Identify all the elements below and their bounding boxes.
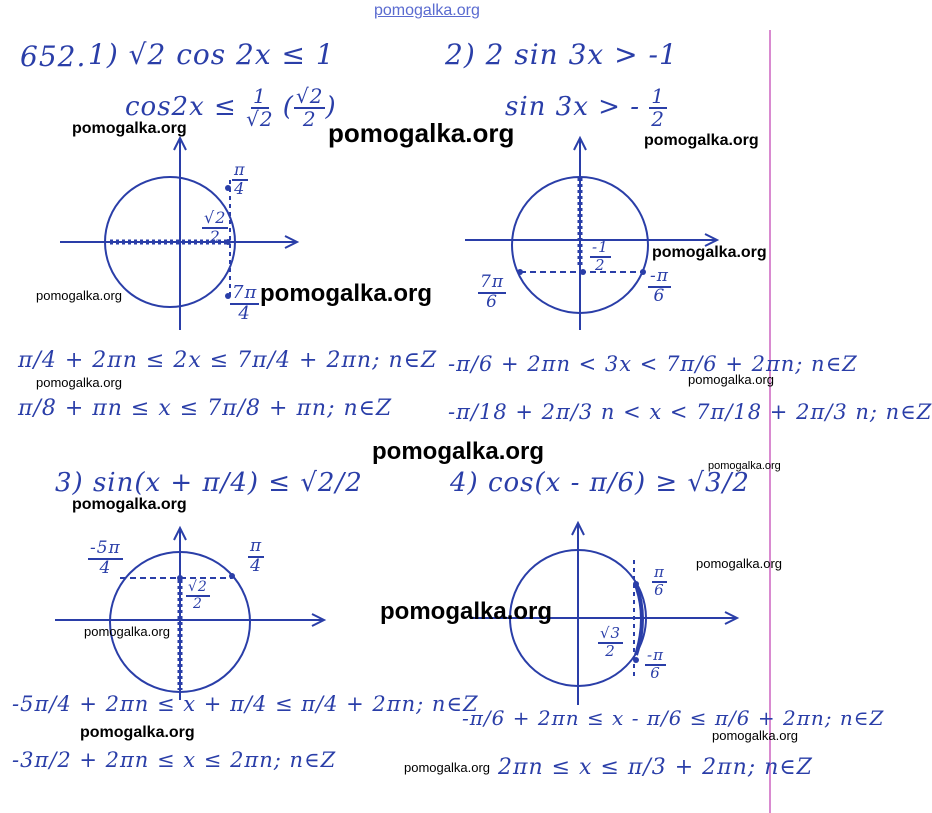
part3-title: 3) sin(x + π/4) ≤ √2/2 — [55, 468, 363, 498]
watermark: pomogalka.org — [72, 120, 187, 137]
part2-title: 2) 2 sin 3x > -1 — [445, 38, 678, 71]
part1-top-label: $\frac{\pi}{4}$ — [234, 160, 246, 198]
part4-title: 4) cos(x - π/6) ≥ √3/2 — [450, 468, 750, 498]
watermark: pomogalka.org — [708, 460, 781, 472]
problem-number: 652. — [20, 40, 87, 73]
watermark: pomogalka.org — [80, 724, 195, 741]
watermark: pomogalka.org — [652, 244, 767, 261]
part4-top-label: $\frac{\pi}{6}$ — [654, 563, 665, 599]
part2-mid-label: $\frac{-1}{2}$ — [592, 238, 609, 274]
part1-answer2: π/8 + πn ≤ x ≤ 7π/8 + πn; n∈Z — [18, 396, 393, 421]
watermark: pomogalka.org — [372, 438, 545, 465]
watermark: pomogalka.org — [260, 280, 433, 307]
part3-right-label: $\frac{\pi}{4}$ — [250, 536, 263, 576]
watermark: pomogalka.org — [328, 118, 515, 148]
watermark: pomogalka.org — [696, 556, 782, 571]
part1-bottom-label: $\frac{7\pi}{4}$ — [232, 282, 258, 324]
watermark: pomogalka.org — [404, 760, 490, 775]
part4-answer2: 2πn ≤ x ≤ π/3 + 2πn; n∈Z — [498, 755, 813, 780]
watermark: pomogalka.org — [688, 372, 774, 387]
watermark: pomogalka.org — [36, 288, 122, 303]
watermark: pomogalka.org — [84, 624, 170, 639]
part1-answer1: π/4 + 2πn ≤ 2x ≤ 7π/4 + 2πn; n∈Z — [18, 348, 438, 373]
part2-right-label: $\frac{-\pi}{6}$ — [650, 266, 669, 306]
part3-left-label: $\frac{-5\pi}{4}$ — [90, 538, 121, 578]
top-watermark: pomogalka.org — [374, 2, 480, 19]
part1-line2: cos2x ≤ $\frac{1}{√2}$ ( $\frac{√2}{2}$ ) — [125, 84, 337, 131]
watermark: pomogalka.org — [72, 496, 187, 513]
watermark: pomogalka.org — [644, 132, 759, 149]
watermark: pomogalka.org — [380, 598, 553, 625]
part2-left-label: $\frac{7\pi}{6}$ — [480, 272, 504, 312]
part1-mid-label: $\frac{√2}{2}$ — [204, 208, 227, 246]
watermark: pomogalka.org — [36, 375, 122, 390]
part2-answer2: -π/18 + 2π/3 n < x < 7π/18 + 2π/3 n; n∈Z — [448, 400, 932, 424]
part1-title: 1) √2 cos 2x ≤ 1 — [88, 38, 335, 71]
part2-answer1: -π/6 + 2πn < 3x < 7π/6 + 2πn; n∈Z — [448, 352, 858, 376]
part2-line2: sin 3x > - $\frac{1}{2}$ — [505, 84, 665, 131]
part4-answer1: -π/6 + 2πn ≤ x - π/6 ≤ π/6 + 2πn; n∈Z — [462, 706, 885, 730]
part3-mid-label: $\frac{√2}{2}$ — [188, 579, 208, 612]
part4-bottom-label: $\frac{-\pi}{6}$ — [647, 646, 664, 682]
part4-mid-label: $\frac{√3}{2}$ — [600, 624, 622, 660]
watermark: pomogalka.org — [712, 728, 798, 743]
part3-answer2: -3π/2 + 2πn ≤ x ≤ 2πn; n∈Z — [12, 748, 337, 772]
part3-answer1: -5π/4 + 2πn ≤ x + π/4 ≤ π/4 + 2πn; n∈Z — [12, 692, 479, 716]
